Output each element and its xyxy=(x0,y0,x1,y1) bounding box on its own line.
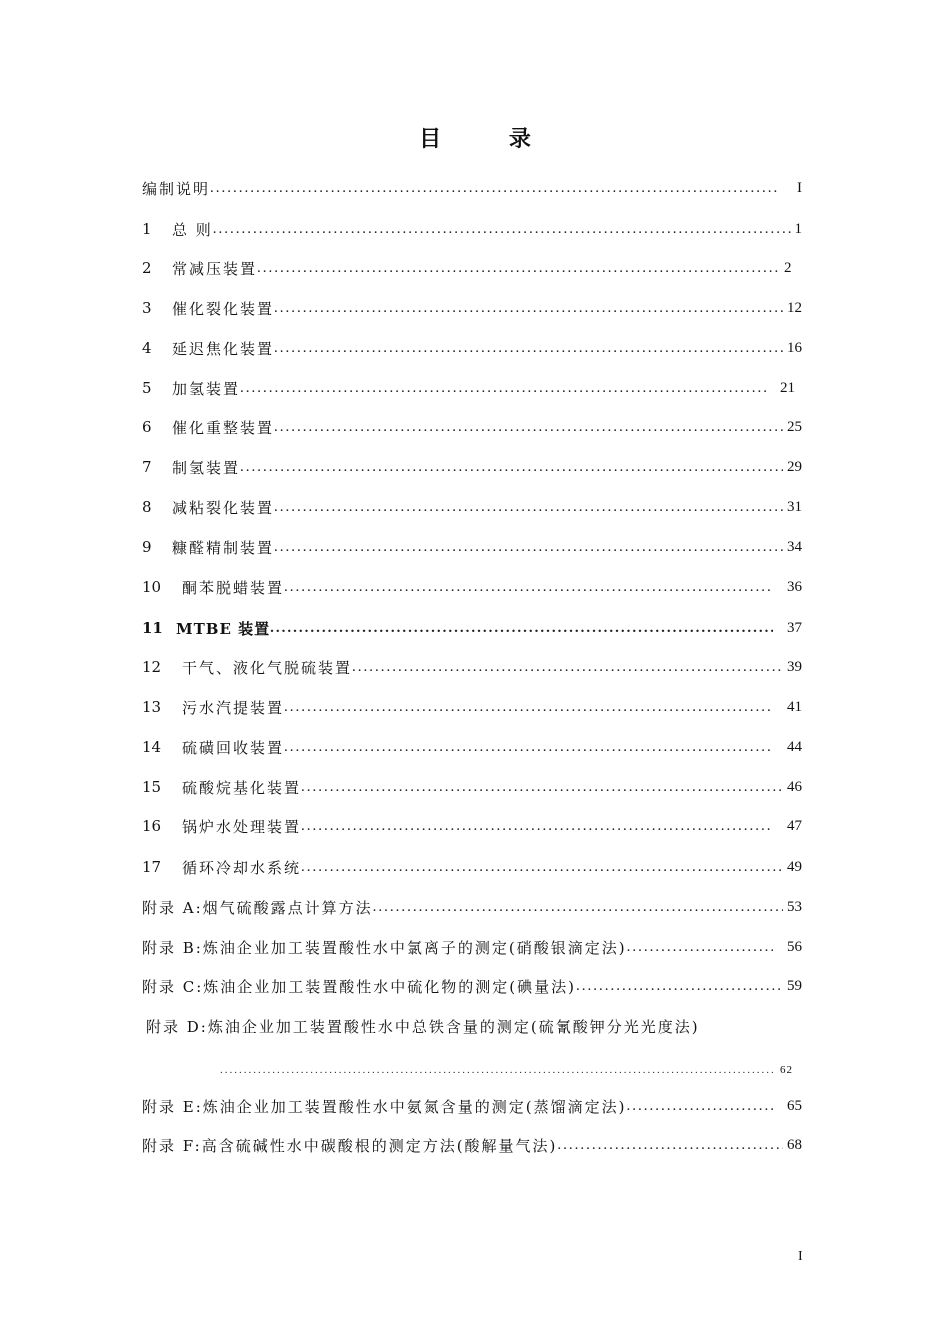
toc-entry-label: 附录 B:炼油企业加工装置酸性水中氯离子的测定(硝酸银滴定法) xyxy=(142,938,627,957)
toc-entry-number: 8 xyxy=(142,498,152,516)
toc-entry-label: 常减压装置 xyxy=(172,259,258,278)
toc-entry-number: 1 xyxy=(142,220,152,238)
toc-entry-page: 39 xyxy=(787,658,802,675)
toc-leader-dots xyxy=(284,739,773,756)
toc-leader-dots xyxy=(352,659,783,676)
toc-entry-appendix-f[interactable] xyxy=(142,1134,802,1156)
toc-entry-page: 53 xyxy=(787,898,802,915)
toc-leader-dots xyxy=(557,1137,783,1154)
toc-leader-dots xyxy=(240,459,783,476)
toc-entry-label: 附录 E:炼油企业加工装置酸性水中氨氮含量的测定(蒸馏滴定法) xyxy=(142,1097,627,1116)
toc-entry-label: 编制说明 xyxy=(142,179,211,198)
toc-entry-page: 36 xyxy=(787,578,802,595)
toc-entry-number: 14 xyxy=(142,738,162,756)
toc-entry-label: 循环冷却水系统 xyxy=(182,858,302,877)
toc-leader-dots xyxy=(284,579,773,596)
toc-entry-page: 29 xyxy=(787,458,802,475)
toc-entry-number: 3 xyxy=(142,299,152,317)
toc-entry-page: 12 xyxy=(787,299,802,316)
toc-leader-dots-appendix-d xyxy=(220,1064,776,1080)
toc-entry-13[interactable] xyxy=(142,696,802,718)
toc-entry-number: 11 xyxy=(142,619,163,637)
toc-leader-dots xyxy=(301,818,773,835)
toc-leader-dots xyxy=(627,939,773,956)
toc-entry-12[interactable] xyxy=(142,656,802,678)
toc-entry-number: 4 xyxy=(142,339,152,357)
toc-entry-4[interactable] xyxy=(142,337,802,359)
toc-entry-number: 15 xyxy=(142,778,162,796)
toc-leader-dots xyxy=(257,260,780,277)
toc-entry-label: 锅炉水处理装置 xyxy=(182,817,302,836)
toc-leader-dots xyxy=(373,899,783,916)
toc-entry-9[interactable] xyxy=(142,536,802,558)
toc-entry-label: 硫磺回收装置 xyxy=(182,738,285,757)
toc-entry-appendix-b[interactable] xyxy=(142,936,802,958)
toc-leader-dots xyxy=(576,978,783,995)
toc-leader-dots xyxy=(274,499,783,516)
page-title: 目 录 xyxy=(419,126,561,152)
toc-entry-page: 56 xyxy=(787,938,802,955)
toc-leader-dots xyxy=(301,859,783,876)
toc-entry-15[interactable] xyxy=(142,776,802,798)
toc-entry-preface[interactable] xyxy=(142,177,802,199)
toc-entry-label: 加氢装置 xyxy=(172,379,241,398)
toc-entry-appendix-e[interactable] xyxy=(142,1095,802,1117)
toc-entry-page: 44 xyxy=(787,738,802,755)
toc-entry-10[interactable] xyxy=(142,576,802,598)
toc-entry-page: 25 xyxy=(787,418,802,435)
toc-entry-label: 硫酸烷基化装置 xyxy=(182,778,302,797)
toc-entry-6[interactable] xyxy=(142,416,802,438)
toc-entry-page: 59 xyxy=(787,977,802,994)
toc-entry-label: 附录 D:炼油企业加工装置酸性水中总铁含量的测定(硫氰酸钾分光光度法) xyxy=(146,1017,700,1036)
toc-entry-page: 34 xyxy=(787,538,802,555)
toc-entry-label: 减粘裂化装置 xyxy=(172,498,275,517)
toc-entry-label: 附录 F:高含硫碱性水中碳酸根的测定方法(酸解量气法) xyxy=(142,1136,558,1155)
toc-entry-label: 催化重整装置 xyxy=(172,418,275,437)
toc-entry-page-appendix-d: 62 xyxy=(780,1064,793,1076)
toc-entry-page: 68 xyxy=(787,1136,802,1153)
toc-entry-16[interactable] xyxy=(142,815,802,837)
toc-entry-page: 47 xyxy=(787,817,802,834)
toc-entry-label: 附录 C:炼油企业加工装置酸性水中硫化物的测定(碘量法) xyxy=(142,977,577,996)
toc-leader-dots xyxy=(210,180,778,197)
toc-entry-number: 13 xyxy=(142,698,162,716)
toc-entry-appendix-c[interactable] xyxy=(142,975,802,997)
toc-entry-number: 9 xyxy=(142,538,152,556)
toc-entry-page: 37 xyxy=(787,619,802,636)
toc-entry-page: 16 xyxy=(787,339,802,356)
toc-entry-1[interactable] xyxy=(142,218,802,240)
toc-entry-page: 31 xyxy=(787,498,802,515)
toc-entry-label: 催化裂化装置 xyxy=(172,299,275,318)
toc-entry-page: I xyxy=(797,179,802,196)
toc-entry-label: 总 则 xyxy=(172,220,213,239)
page-number: I xyxy=(798,1249,803,1264)
toc-leader-dots xyxy=(240,380,766,397)
toc-entry-page: 46 xyxy=(787,778,802,795)
toc-entry-number: 5 xyxy=(142,379,152,397)
toc-leader-dots xyxy=(274,539,783,556)
toc-entry-2[interactable] xyxy=(142,257,802,279)
toc-leader-dots xyxy=(274,419,783,436)
toc-entry-number: 10 xyxy=(142,578,162,596)
toc-entry-number: 2 xyxy=(142,259,152,277)
toc-entry-number: 17 xyxy=(142,858,162,876)
toc-entry-label: 干气、液化气脱硫装置 xyxy=(182,658,353,677)
toc-entry-14[interactable] xyxy=(142,736,802,758)
toc-entry-number: 12 xyxy=(142,658,162,676)
toc-entry-label: 制氢装置 xyxy=(172,458,241,477)
toc-leader-dots xyxy=(274,340,783,357)
toc-entry-17[interactable] xyxy=(142,856,802,878)
toc-entry-number: 6 xyxy=(142,418,152,436)
toc-entry-label: 糠醛精制装置 xyxy=(172,538,275,557)
toc-entry-8[interactable] xyxy=(142,496,802,518)
toc-entry-label: 酮苯脱蜡装置 xyxy=(182,578,285,597)
toc-leader-dots xyxy=(213,221,791,238)
toc-entry-number: 16 xyxy=(142,817,162,835)
toc-entry-page: 2 xyxy=(784,259,792,276)
toc-entry-7[interactable] xyxy=(142,456,802,478)
toc-leader-dots xyxy=(284,699,773,716)
toc-leader-dots xyxy=(270,620,773,637)
toc-leader-dots xyxy=(301,779,783,796)
toc-entry-number: 7 xyxy=(142,458,152,476)
toc-entry-page: 49 xyxy=(787,858,802,875)
toc-entry-appendix-d[interactable] xyxy=(146,1015,806,1037)
toc-entry-5[interactable] xyxy=(142,377,802,399)
toc-entry-label: MTBE 装置 xyxy=(176,619,271,638)
toc-entry-3[interactable] xyxy=(142,297,802,319)
toc-entry-page: 21 xyxy=(780,379,795,396)
toc-leader-dots xyxy=(274,300,783,317)
toc-entry-appendix-a[interactable] xyxy=(142,896,802,918)
toc-entry-page: 65 xyxy=(787,1097,802,1114)
toc-entry-label: 附录 A:烟气硫酸露点计算方法 xyxy=(142,898,373,917)
toc-entry-label: 污水汽提装置 xyxy=(182,698,285,717)
toc-entry-11[interactable] xyxy=(142,617,802,639)
toc-entry-label: 延迟焦化装置 xyxy=(172,339,275,358)
toc-entry-page: 41 xyxy=(787,698,802,715)
toc-entry-page: 1 xyxy=(794,220,802,237)
toc-leader-dots xyxy=(626,1098,775,1115)
